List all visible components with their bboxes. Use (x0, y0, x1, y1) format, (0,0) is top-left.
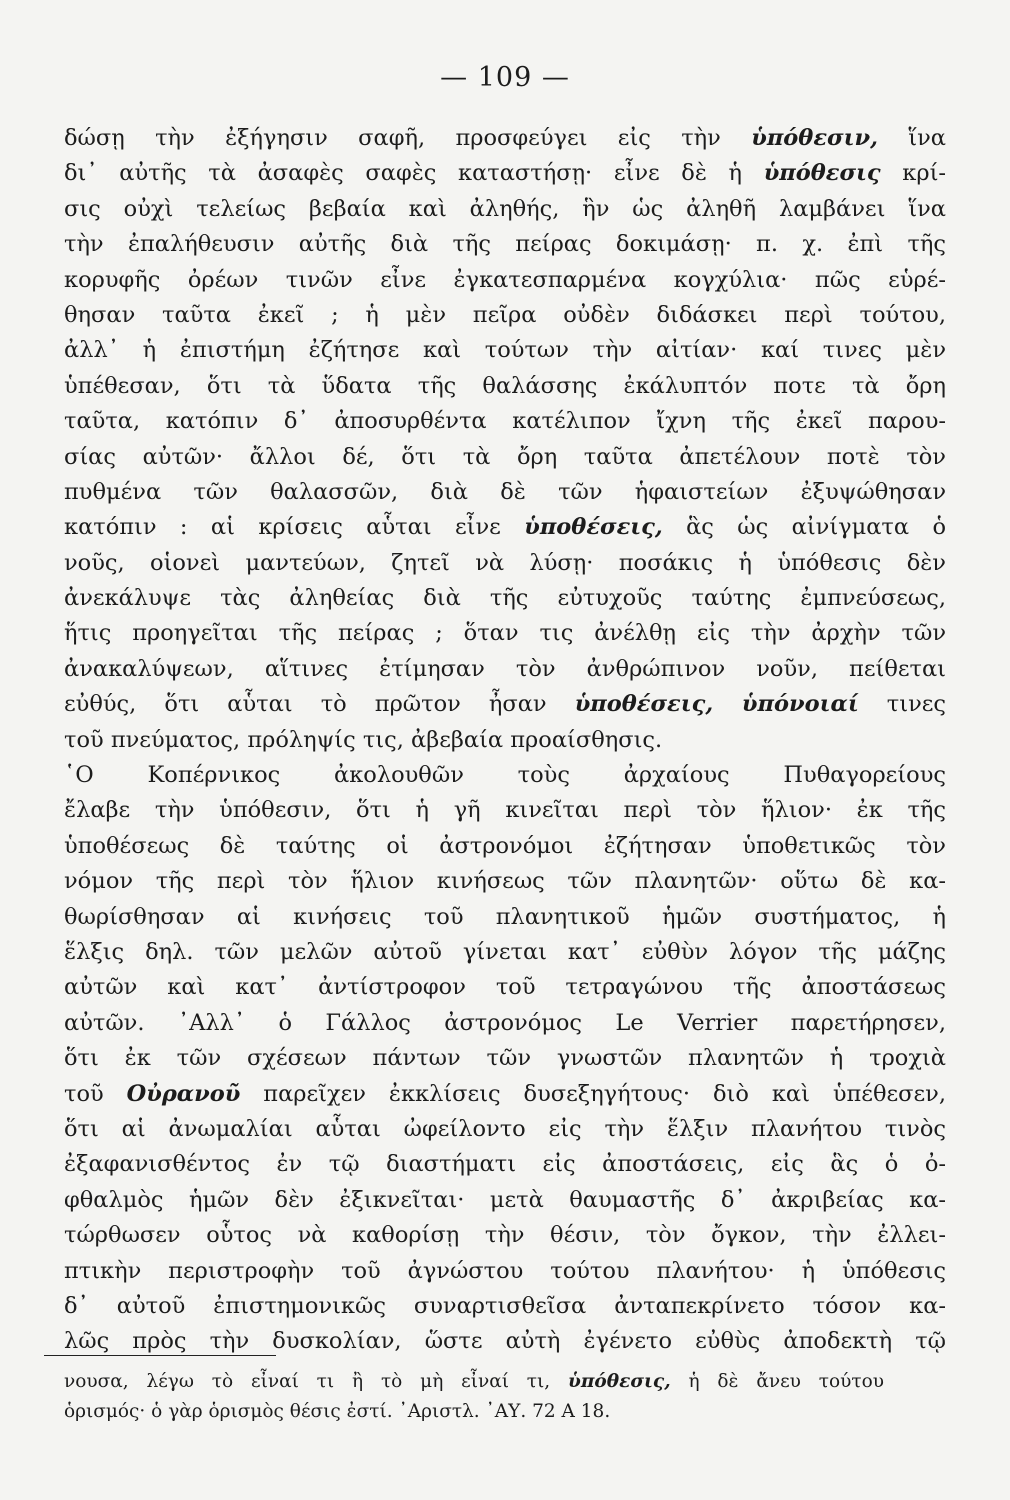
body-line: θωρίσθησαν αἱ κινήσεις τοῦ πλανητικοῦ ἡμῶν συστήματος, ἡ (64, 903, 946, 930)
body-line: ἀνεκάλυψε τὰς ἀληθείας διὰ τῆς εὐτυχοῦς ταύτης ἐμπνεύσεως, (64, 585, 946, 612)
body-line: πτικὴν περιστροφὴν τοῦ ἀγνώστου τούτου πλανήτου· ἡ ὑπόθεσις (64, 1257, 946, 1284)
body-line: σις οὐχὶ τελείως βεβαία καὶ ἀληθής, ἣν ὡς ἀληθῆ λαμβάνει ἵνα (64, 195, 946, 222)
body-line: φθαλμὸς ἡμῶν δὲν ἐξικνεῖται· μετὰ θαυμαστῆς δ᾿ ἀκριβείας κα- (64, 1186, 946, 1213)
body-line: δ᾿ αὐτοῦ ἐπιστημονικῶς συναρτισθεῖσα ἀνταπεκρίνετο τόσον κα- (64, 1292, 946, 1319)
footnote-line: ὁρισμός· ὁ γὰρ ὁρισμὸς θέσις ἐστί. ᾿Αριστλ. ᾿ΑΥ. 72 Α 18. (64, 1401, 611, 1422)
footnote-divider (44, 1355, 276, 1356)
body-line: τὴν ἐπαλήθευσιν αὐτῆς διὰ τῆς πείρας δοκιμάσῃ· π. χ. ἐπὶ τῆς (64, 231, 946, 258)
page-number: — 109 — (440, 62, 570, 93)
body-line: εὐθύς, ὅτι αὗται τὸ πρῶτον ἦσαν ὑποθέσεις, ὑπόνοιαί τινες (64, 691, 947, 718)
body-line: αὐτῶν καὶ κατ᾿ ἀντίστροφον τοῦ τετραγώνου τῆς ἀποστάσεως (64, 974, 946, 1001)
body-line: θησαν ταῦτα ἐκεῖ ; ἡ μὲν πεῖρα οὐδὲν διδάσκει περὶ τούτου, (64, 301, 946, 328)
body-line: ἔλαβε τὴν ὑπόθεσιν, ὅτι ἡ γῆ κινεῖται περὶ τὸν ἥλιον· ἐκ τῆς (64, 797, 946, 824)
body-line: ὑποθέσεως δὲ ταύτης οἱ ἀστρονόμοι ἐζήτησαν ὑποθετικῶς τὸν (64, 832, 946, 859)
body-line: ταῦτα, κατόπιν δ᾿ ἀποσυρθέντα κατέλιπον ἴχνη τῆς ἐκεῖ παρου- (64, 408, 946, 435)
body-line: ἥτις προηγεῖται τῆς πείρας ; ὅταν τις ἀνέλθῃ εἰς τὴν ἀρχὴν τῶν (64, 620, 946, 647)
body-line: ὑπέθεσαν, ὅτι τὰ ὕδατα τῆς θαλάσσης ἐκάλυπτόν ποτε τὰ ὄρη (64, 372, 946, 399)
body-line: ἀνακαλύψεων, αἵτινες ἐτίμησαν τὸν ἀνθρώπινον νοῦν, πείθεται (64, 655, 946, 682)
body-line: δι᾿ αὐτῆς τὰ ἀσαφὲς σαφὲς καταστήσῃ· εἶνε δὲ ἡ ὑπόθεσις κρί- (64, 160, 946, 187)
footnotes (64, 1367, 884, 1427)
footnote-line: νουσα, λέγω τὸ εἶναί τι ἢ τὸ μὴ εἶναί τι, ὑπόθεσις, ἡ δὲ ἄνευ τούτου (64, 1371, 884, 1392)
emphasized-term: ὑποθέσεις, (524, 514, 663, 541)
emphasized-term: ὑπόθεσις (763, 160, 881, 187)
body-line: δώσῃ τὴν ἐξήγησιν σαφῆ, προσφεύγει εἰς τὴν ὑπόθεσιν, ἵνα (64, 125, 946, 151)
body-line: σίας αὐτῶν· ἄλλοι δέ, ὅτι τὰ ὄρη ταῦτα ἀπετέλουν ποτὲ τὸν (64, 443, 946, 470)
body-line: τοῦ πνεύματος, πρόληψίς τις, ἀβεβαία προαίσθησις. (64, 726, 663, 753)
body-line: ῾Ο Κοπέρνικος ἀκολουθῶν τοὺς ἀρχαίους Πυθαγορείους (64, 762, 946, 789)
body-line: τώρθωσεν οὗτος νὰ καθορίσῃ τὴν θέσιν, τὸν ὄγκον, τὴν ἐλλει- (64, 1222, 946, 1249)
body-line: ὅτι αἱ ἀνωμαλίαι αὗται ὠφείλοντο εἰς τὴν ἕλξιν πλανήτου τινὸς (64, 1115, 946, 1142)
body-line: κορυφῆς ὀρέων τινῶν εἶνε ἐγκατεσπαρμένα κογχύλια· πῶς εὑρέ- (64, 266, 946, 293)
body-line: κατόπιν : αἱ κρίσεις αὗται εἶνε ὑποθέσεις, ἃς ὡς αἰνίγματα ὁ (64, 514, 946, 541)
emphasized-term: Οὐρανοῦ (126, 1080, 241, 1107)
body-line: ὅτι ἐκ τῶν σχέσεων πάντων τῶν γνωστῶν πλανητῶν ἡ τροχιὰ (64, 1045, 946, 1072)
emphasized-term: ὑπόθεσις, (568, 1371, 671, 1392)
body-line: νοῦς, οἱονεὶ μαντεύων, ζητεῖ νὰ λύσῃ· ποσάκις ἡ ὑπόθεσις δὲν (64, 549, 946, 576)
body-text (64, 121, 946, 1360)
body-line: ἐξαφανισθέντος ἐν τῷ διαστήματι εἰς ἀποστάσεις, εἰς ἃς ὁ ὀ- (64, 1151, 946, 1178)
emphasized-term: ὑπόθεσιν, (751, 125, 878, 151)
body-line: ἀλλ᾿ ἡ ἐπιστήμη ἐζήτησε καὶ τούτων τὴν αἰτίαν· καί τινες μὲν (64, 337, 946, 364)
body-line: τοῦ Οὐρανοῦ παρεῖχεν ἐκκλίσεις δυσεξηγήτους· διὸ καὶ ὑπέθεσεν, (64, 1080, 947, 1107)
body-line: πυθμένα τῶν θαλασσῶν, διὰ δὲ τῶν ἡφαιστείων ἐξυψώθησαν (64, 478, 946, 505)
body-line: ἕλξις δηλ. τῶν μελῶν αὐτοῦ γίνεται κατ᾿ εὐθὺν λόγον τῆς μάζης (64, 938, 946, 965)
body-line: λῶς πρὸς τὴν δυσκολίαν, ὥστε αὐτὴ ἐγένετο εὐθὺς ἀποδεκτὴ τῷ (64, 1328, 946, 1355)
body-line: αὐτῶν. ᾿Αλλ᾿ ὁ Γάλλος ἀστρονόμος Le Verrier παρετήρησεν, (64, 1009, 946, 1036)
body-line: νόμον τῆς περὶ τὸν ἥλιον κινήσεως τῶν πλανητῶν· οὕτω δὲ κα- (64, 868, 946, 895)
emphasized-term: ὑποθέσεις, ὑπόνοιαί (574, 691, 859, 718)
